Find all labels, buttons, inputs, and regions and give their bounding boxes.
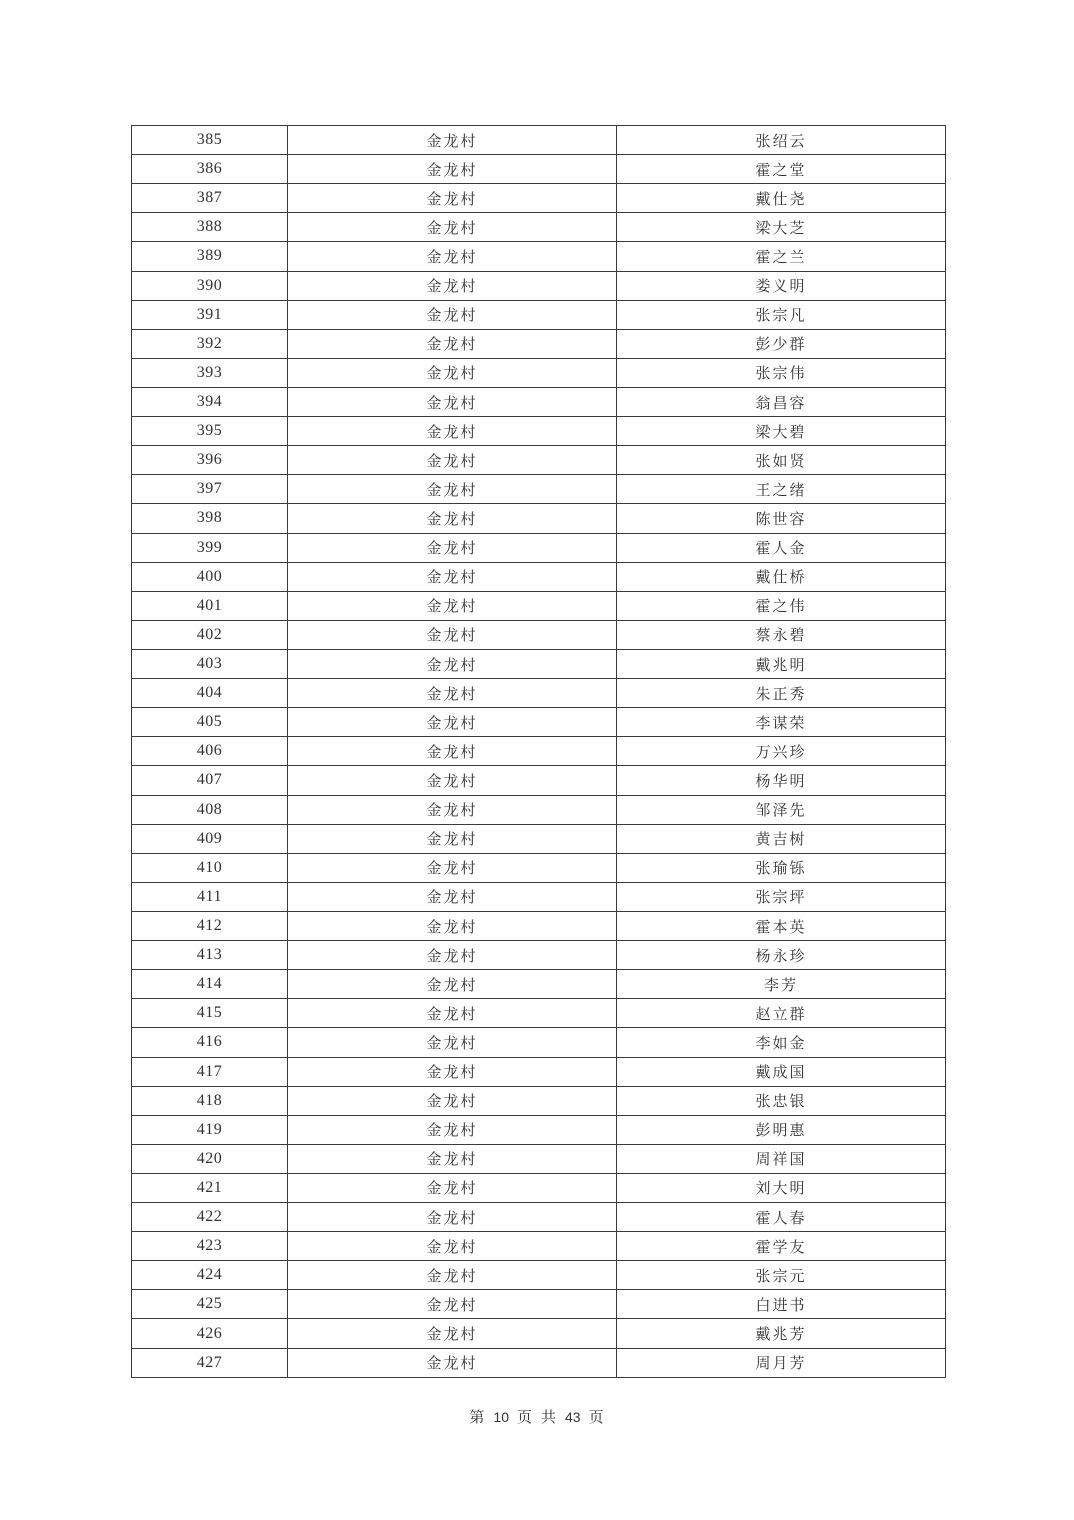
table-row bbox=[132, 1057, 946, 1086]
cell-number: 392 bbox=[132, 329, 288, 358]
cell-name: 王之绪 bbox=[617, 475, 946, 504]
table-row bbox=[132, 1086, 946, 1115]
table-row bbox=[132, 999, 946, 1028]
cell-village: 金龙村 bbox=[288, 329, 617, 358]
cell-village: 金龙村 bbox=[288, 562, 617, 591]
cell-name: 张绍云 bbox=[617, 126, 946, 155]
table-row bbox=[132, 1348, 946, 1377]
cell-name: 万兴珍 bbox=[617, 737, 946, 766]
table-row bbox=[132, 1173, 946, 1202]
cell-village: 金龙村 bbox=[288, 795, 617, 824]
cell-number: 396 bbox=[132, 446, 288, 475]
table-row bbox=[132, 620, 946, 649]
cell-name: 梁大芝 bbox=[617, 213, 946, 242]
footer-label-ye-1: 页 bbox=[516, 1410, 533, 1426]
cell-number: 406 bbox=[132, 737, 288, 766]
cell-village: 金龙村 bbox=[288, 679, 617, 708]
cell-name: 彭少群 bbox=[617, 329, 946, 358]
cell-name: 李谋荣 bbox=[617, 708, 946, 737]
cell-number: 385 bbox=[132, 126, 288, 155]
cell-village: 金龙村 bbox=[288, 999, 617, 1028]
footer-total-page-number: 43 bbox=[565, 1409, 581, 1425]
cell-number: 422 bbox=[132, 1203, 288, 1232]
cell-village: 金龙村 bbox=[288, 475, 617, 504]
cell-number: 418 bbox=[132, 1086, 288, 1115]
cell-name: 霍之兰 bbox=[617, 242, 946, 271]
cell-village: 金龙村 bbox=[288, 184, 617, 213]
cell-name: 张忠银 bbox=[617, 1086, 946, 1115]
table-row bbox=[132, 853, 946, 882]
cell-number: 417 bbox=[132, 1057, 288, 1086]
table-row bbox=[132, 1115, 946, 1144]
table-row bbox=[132, 446, 946, 475]
cell-name: 翁昌容 bbox=[617, 387, 946, 416]
table-row bbox=[132, 504, 946, 533]
table-row bbox=[132, 941, 946, 970]
cell-number: 423 bbox=[132, 1232, 288, 1261]
cell-number: 419 bbox=[132, 1115, 288, 1144]
cell-name: 刘大明 bbox=[617, 1173, 946, 1202]
table-row bbox=[132, 795, 946, 824]
cell-village: 金龙村 bbox=[288, 737, 617, 766]
footer-label-gong: 共 bbox=[541, 1410, 558, 1426]
cell-village: 金龙村 bbox=[288, 387, 617, 416]
table-row bbox=[132, 300, 946, 329]
page-footer bbox=[0, 1406, 1074, 1427]
cell-name: 梁大碧 bbox=[617, 417, 946, 446]
cell-name: 张如贤 bbox=[617, 446, 946, 475]
cell-name: 戴兆芳 bbox=[617, 1319, 946, 1348]
cell-village: 金龙村 bbox=[288, 1144, 617, 1173]
cell-name: 李如金 bbox=[617, 1028, 946, 1057]
cell-number: 393 bbox=[132, 358, 288, 387]
table-row bbox=[132, 679, 946, 708]
cell-number: 411 bbox=[132, 882, 288, 911]
cell-village: 金龙村 bbox=[288, 1261, 617, 1290]
cell-name: 蔡永碧 bbox=[617, 620, 946, 649]
cell-number: 405 bbox=[132, 708, 288, 737]
cell-name: 李芳 bbox=[617, 970, 946, 999]
cell-village: 金龙村 bbox=[288, 533, 617, 562]
cell-name: 杨永珍 bbox=[617, 941, 946, 970]
table-row bbox=[132, 1232, 946, 1261]
table-row bbox=[132, 882, 946, 911]
table-row bbox=[132, 475, 946, 504]
cell-village: 金龙村 bbox=[288, 1086, 617, 1115]
cell-village: 金龙村 bbox=[288, 1028, 617, 1057]
cell-number: 414 bbox=[132, 970, 288, 999]
cell-village: 金龙村 bbox=[288, 1115, 617, 1144]
cell-village: 金龙村 bbox=[288, 1173, 617, 1202]
cell-name: 陈世容 bbox=[617, 504, 946, 533]
cell-name: 赵立群 bbox=[617, 999, 946, 1028]
cell-name: 彭明惠 bbox=[617, 1115, 946, 1144]
table-row bbox=[132, 155, 946, 184]
cell-number: 389 bbox=[132, 242, 288, 271]
cell-village: 金龙村 bbox=[288, 417, 617, 446]
table-row bbox=[132, 417, 946, 446]
cell-number: 412 bbox=[132, 911, 288, 940]
cell-name: 周祥国 bbox=[617, 1144, 946, 1173]
cell-village: 金龙村 bbox=[288, 271, 617, 300]
table-row bbox=[132, 213, 946, 242]
cell-number: 409 bbox=[132, 824, 288, 853]
cell-name: 杨华明 bbox=[617, 766, 946, 795]
cell-name: 朱正秀 bbox=[617, 679, 946, 708]
cell-name: 戴兆明 bbox=[617, 649, 946, 678]
cell-village: 金龙村 bbox=[288, 213, 617, 242]
table-row bbox=[132, 387, 946, 416]
cell-name: 白进书 bbox=[617, 1290, 946, 1319]
cell-name: 张宗坪 bbox=[617, 882, 946, 911]
cell-name: 戴成国 bbox=[617, 1057, 946, 1086]
table-row bbox=[132, 242, 946, 271]
table-row bbox=[132, 911, 946, 940]
cell-name: 周月芳 bbox=[617, 1348, 946, 1377]
cell-village: 金龙村 bbox=[288, 853, 617, 882]
table-row bbox=[132, 1203, 946, 1232]
cell-name: 霍人金 bbox=[617, 533, 946, 562]
table-row bbox=[132, 1261, 946, 1290]
cell-name: 霍之伟 bbox=[617, 591, 946, 620]
cell-number: 416 bbox=[132, 1028, 288, 1057]
cell-village: 金龙村 bbox=[288, 358, 617, 387]
cell-village: 金龙村 bbox=[288, 1232, 617, 1261]
footer-label-ye-2: 页 bbox=[588, 1410, 605, 1426]
cell-village: 金龙村 bbox=[288, 1290, 617, 1319]
table-row bbox=[132, 271, 946, 300]
cell-village: 金龙村 bbox=[288, 882, 617, 911]
cell-name: 张瑜铄 bbox=[617, 853, 946, 882]
cell-name: 邹泽先 bbox=[617, 795, 946, 824]
cell-name: 张宗元 bbox=[617, 1261, 946, 1290]
table-row bbox=[132, 708, 946, 737]
cell-name: 戴仕尧 bbox=[617, 184, 946, 213]
cell-name: 黄吉树 bbox=[617, 824, 946, 853]
cell-village: 金龙村 bbox=[288, 766, 617, 795]
cell-village: 金龙村 bbox=[288, 242, 617, 271]
cell-village: 金龙村 bbox=[288, 126, 617, 155]
cell-number: 401 bbox=[132, 591, 288, 620]
cell-village: 金龙村 bbox=[288, 708, 617, 737]
footer-label-di: 第 bbox=[469, 1410, 486, 1426]
cell-number: 402 bbox=[132, 620, 288, 649]
cell-number: 426 bbox=[132, 1319, 288, 1348]
cell-number: 425 bbox=[132, 1290, 288, 1319]
cell-number: 407 bbox=[132, 766, 288, 795]
cell-village: 金龙村 bbox=[288, 300, 617, 329]
cell-village: 金龙村 bbox=[288, 1203, 617, 1232]
table-row bbox=[132, 649, 946, 678]
cell-number: 404 bbox=[132, 679, 288, 708]
cell-name: 戴仕桥 bbox=[617, 562, 946, 591]
cell-number: 386 bbox=[132, 155, 288, 184]
cell-number: 388 bbox=[132, 213, 288, 242]
cell-number: 398 bbox=[132, 504, 288, 533]
cell-name: 张宗凡 bbox=[617, 300, 946, 329]
table-row bbox=[132, 329, 946, 358]
footer-current-page-number: 10 bbox=[493, 1409, 509, 1425]
cell-village: 金龙村 bbox=[288, 1348, 617, 1377]
cell-number: 415 bbox=[132, 999, 288, 1028]
table-row bbox=[132, 1144, 946, 1173]
cell-number: 400 bbox=[132, 562, 288, 591]
cell-name: 娄义明 bbox=[617, 271, 946, 300]
cell-village: 金龙村 bbox=[288, 155, 617, 184]
cell-number: 408 bbox=[132, 795, 288, 824]
table-row bbox=[132, 591, 946, 620]
cell-number: 403 bbox=[132, 649, 288, 678]
cell-number: 413 bbox=[132, 941, 288, 970]
cell-name: 张宗伟 bbox=[617, 358, 946, 387]
cell-village: 金龙村 bbox=[288, 1319, 617, 1348]
cell-number: 399 bbox=[132, 533, 288, 562]
table-row bbox=[132, 184, 946, 213]
cell-village: 金龙村 bbox=[288, 649, 617, 678]
cell-village: 金龙村 bbox=[288, 504, 617, 533]
cell-village: 金龙村 bbox=[288, 591, 617, 620]
roster-table-body bbox=[132, 126, 946, 1378]
table-row bbox=[132, 126, 946, 155]
table-row bbox=[132, 970, 946, 999]
table-row bbox=[132, 562, 946, 591]
cell-name: 霍学友 bbox=[617, 1232, 946, 1261]
cell-village: 金龙村 bbox=[288, 911, 617, 940]
table-row bbox=[132, 1028, 946, 1057]
cell-number: 420 bbox=[132, 1144, 288, 1173]
cell-number: 397 bbox=[132, 475, 288, 504]
table-row bbox=[132, 533, 946, 562]
cell-number: 395 bbox=[132, 417, 288, 446]
cell-number: 424 bbox=[132, 1261, 288, 1290]
cell-number: 410 bbox=[132, 853, 288, 882]
cell-village: 金龙村 bbox=[288, 446, 617, 475]
table-row bbox=[132, 737, 946, 766]
cell-number: 391 bbox=[132, 300, 288, 329]
table-row bbox=[132, 1290, 946, 1319]
cell-name: 霍本英 bbox=[617, 911, 946, 940]
cell-number: 394 bbox=[132, 387, 288, 416]
cell-village: 金龙村 bbox=[288, 1057, 617, 1086]
cell-number: 390 bbox=[132, 271, 288, 300]
table-row bbox=[132, 766, 946, 795]
table-row bbox=[132, 358, 946, 387]
cell-village: 金龙村 bbox=[288, 824, 617, 853]
cell-name: 霍之堂 bbox=[617, 155, 946, 184]
table-row bbox=[132, 1319, 946, 1348]
cell-name: 霍人春 bbox=[617, 1203, 946, 1232]
cell-number: 427 bbox=[132, 1348, 288, 1377]
cell-village: 金龙村 bbox=[288, 620, 617, 649]
table-row bbox=[132, 824, 946, 853]
cell-village: 金龙村 bbox=[288, 970, 617, 999]
cell-number: 421 bbox=[132, 1173, 288, 1202]
cell-village: 金龙村 bbox=[288, 941, 617, 970]
roster-table bbox=[131, 125, 946, 1378]
cell-number: 387 bbox=[132, 184, 288, 213]
